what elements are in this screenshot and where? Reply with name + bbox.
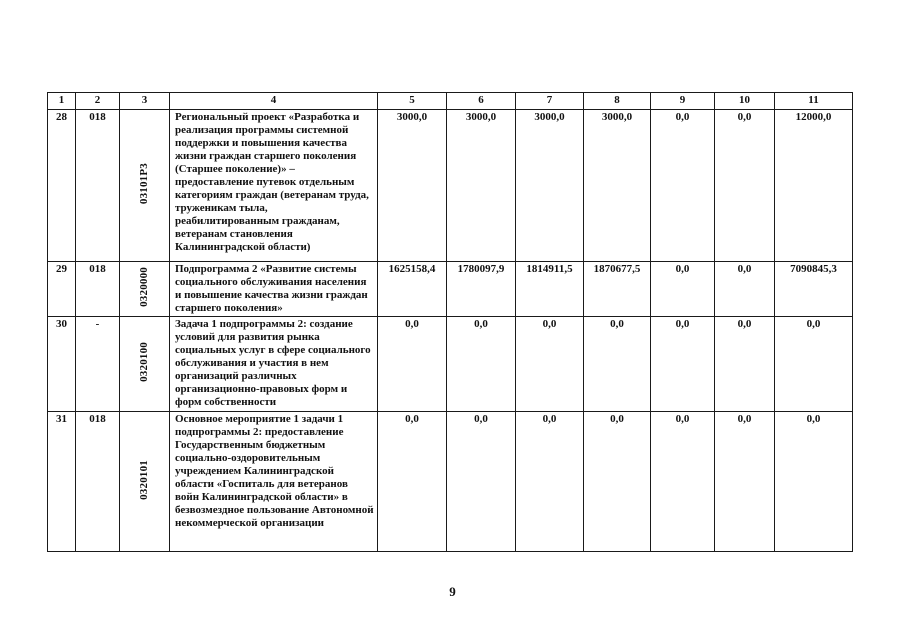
value-col-6: 1780097,9	[447, 262, 516, 317]
value-col-6: 0,0	[447, 412, 516, 552]
target-article-code: 0320100	[138, 342, 150, 382]
target-article-code: 0320000	[138, 267, 150, 307]
ministry-code: 018	[76, 262, 120, 317]
header-cell: 2	[76, 93, 120, 110]
value-col-11: 12000,0	[775, 110, 853, 262]
target-article-code-cell	[120, 110, 170, 262]
header-cell: 7	[516, 93, 584, 110]
ministry-code: 018	[76, 412, 120, 552]
value-col-8: 1870677,5	[584, 262, 651, 317]
table-row	[48, 262, 853, 317]
value-col-9: 0,0	[651, 110, 715, 262]
header-cell: 4	[170, 93, 378, 110]
header-cell: 1	[48, 93, 76, 110]
table-row	[48, 110, 853, 262]
row-number: 30	[48, 317, 76, 412]
value-col-7: 3000,0	[516, 110, 584, 262]
value-col-7: 0,0	[516, 412, 584, 552]
table-row	[48, 317, 853, 412]
header-cell: 5	[378, 93, 447, 110]
header-cell: 8	[584, 93, 651, 110]
value-col-5: 0,0	[378, 412, 447, 552]
row-number: 31	[48, 412, 76, 552]
value-col-8: 0,0	[584, 412, 651, 552]
page-number: 9	[449, 584, 456, 599]
item-description: Подпрограмма 2 «Развитие системы социального обслуживания населения и повышение качества жизни граждан старшего поколения»	[170, 262, 378, 317]
header-cell: 10	[715, 93, 775, 110]
value-col-11: 0,0	[775, 317, 853, 412]
value-col-9: 0,0	[651, 262, 715, 317]
target-article-code-cell	[120, 412, 170, 552]
item-description: Основное мероприятие 1 задачи 1 подпрограммы 2: предоставление Государственным бюджетным социально-оздоровительным учреждением Калининградской области «Госпиталь для ветеранов войн Калининградской области» в безвозмездное пользование Автономной некоммерческой организации	[170, 412, 378, 552]
value-col-5: 3000,0	[378, 110, 447, 262]
header-cell: 3	[120, 93, 170, 110]
value-col-7: 0,0	[516, 317, 584, 412]
row-number: 29	[48, 262, 76, 317]
value-col-10: 0,0	[715, 110, 775, 262]
value-col-9: 0,0	[651, 317, 715, 412]
value-col-7: 1814911,5	[516, 262, 584, 317]
table-row	[48, 412, 853, 552]
item-description: Региональный проект «Разработка и реализация программы системной поддержки и повышения качества жизни граждан старшего поколения (Старшее поколение)» – предоставление путевок отдельным категориям граждан (ветеранам труда, труженикам тыла, реабилитированным гражданам, ветеранам становления Калининградской области)	[170, 110, 378, 262]
table-header-row	[48, 93, 853, 110]
budget-table	[47, 92, 853, 552]
header-cell: 9	[651, 93, 715, 110]
value-col-5: 1625158,4	[378, 262, 447, 317]
value-col-8: 3000,0	[584, 110, 651, 262]
value-col-10: 0,0	[715, 412, 775, 552]
value-col-11: 7090845,3	[775, 262, 853, 317]
value-col-10: 0,0	[715, 317, 775, 412]
target-article-code-cell	[120, 262, 170, 317]
target-article-code: 03101Р3	[138, 162, 150, 205]
target-article-code-cell	[120, 317, 170, 412]
value-col-6: 0,0	[447, 317, 516, 412]
item-description: Задача 1 подпрограммы 2: создание условий для развития рынка социальных услуг в сфере социального обслуживания и участия в нем организаций различных организационно-правовых форм и форм собственности	[170, 317, 378, 412]
ministry-code: 018	[76, 110, 120, 262]
header-cell: 6	[447, 93, 516, 110]
header-cell: 11	[775, 93, 853, 110]
target-article-code: 0320101	[138, 459, 150, 500]
ministry-code: -	[76, 317, 120, 412]
value-col-9: 0,0	[651, 412, 715, 552]
value-col-8: 0,0	[584, 317, 651, 412]
value-col-11: 0,0	[775, 412, 853, 552]
value-col-6: 3000,0	[447, 110, 516, 262]
value-col-10: 0,0	[715, 262, 775, 317]
row-number: 28	[48, 110, 76, 262]
value-col-5: 0,0	[378, 317, 447, 412]
